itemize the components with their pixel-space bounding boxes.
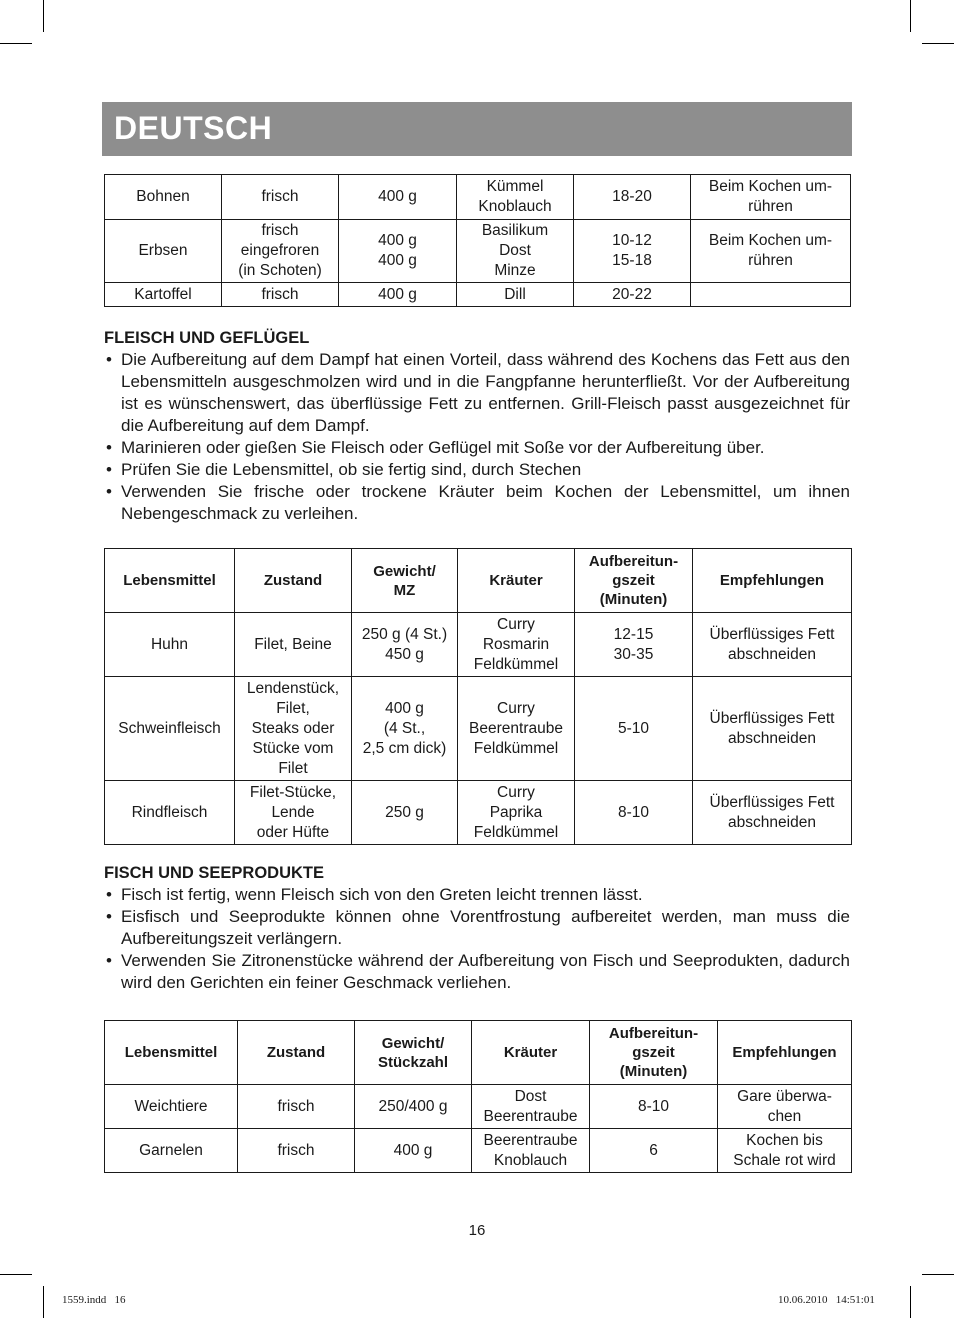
table-cell: 18-20: [574, 175, 691, 220]
table-cell: frisch: [238, 1085, 355, 1129]
list-item: • Fisch ist fertig, wenn Fleisch sich von den Greten leicht trennen lässt.: [106, 885, 643, 904]
column-header: Empfehlungen: [693, 549, 852, 613]
table-cell: 250/400 g: [355, 1085, 472, 1129]
column-header: Lebensmittel: [105, 1021, 238, 1085]
crop-mark: [43, 1286, 44, 1318]
table-cell: Filet-Stücke, Lende oder Hüfte: [235, 781, 352, 845]
print-slug-file: 1559.indd 16: [62, 1294, 126, 1306]
table-cell: 8-10: [575, 781, 693, 845]
table-row: [105, 781, 852, 845]
table-cell: Lendenstück, Filet, Steaks oder Stücke vom Filet: [235, 677, 352, 781]
table-header-row: [105, 549, 852, 613]
table-cell: Gare überwa- chen: [718, 1085, 852, 1129]
list-item: • Verwenden Sie frische oder trockene Kräuter beim Kochen der Lebensmittel, um ihnen Nebengeschmack zu verleihen.: [106, 482, 850, 523]
table-cell: frisch: [222, 175, 339, 220]
table-cell: 250 g (4 St.) 450 g: [352, 613, 458, 677]
list-item: • Marinieren oder gießen Sie Fleisch oder Geflügel mit Soße vor der Aufbereitung über.: [106, 438, 765, 457]
meat-cooking-table: [104, 548, 852, 845]
table-cell: Überflüssiges Fett abschneiden: [693, 677, 852, 781]
table-cell: Basilikum Dost Minze: [457, 220, 574, 283]
crop-mark: [922, 1274, 954, 1275]
table-row: [105, 677, 852, 781]
table-cell: 6: [590, 1129, 718, 1173]
crop-mark: [0, 1274, 32, 1275]
table-cell: Beerentraube Knoblauch: [472, 1129, 590, 1173]
table-cell: Kartoffel: [105, 283, 222, 307]
fish-section: [104, 862, 850, 994]
table-row: [105, 283, 851, 307]
table-row: [105, 220, 851, 283]
print-slug-date: 10.06.2010 14:51:01: [778, 1294, 875, 1306]
fish-cooking-table: [104, 1020, 852, 1173]
table-row: [105, 613, 852, 677]
list-item: • Verwenden Sie Zitronenstücke während der Aufbereitung von Fisch und Seeprodukten, dadurch wird den Gerichten ein feiner Geschmack verliehen.: [106, 951, 850, 992]
table-cell: frisch: [238, 1129, 355, 1173]
table-cell: Garnelen: [105, 1129, 238, 1173]
column-header: Gewicht/ MZ: [352, 549, 458, 613]
table-cell: 400 g 400 g: [339, 220, 457, 283]
table-cell: Schweinfleisch: [105, 677, 235, 781]
bullet-list: [104, 349, 850, 525]
column-header: Aufbereitun- gszeit (Minuten): [575, 549, 693, 613]
crop-mark: [922, 43, 954, 44]
table-cell: 5-10: [575, 677, 693, 781]
crop-mark: [0, 43, 32, 44]
column-header: Gewicht/ Stückzahl: [355, 1021, 472, 1085]
column-header: Zustand: [238, 1021, 355, 1085]
table-cell: 400 g: [355, 1129, 472, 1173]
table-row: [105, 1129, 852, 1173]
table-cell: Erbsen: [105, 220, 222, 283]
table-cell: 20-22: [574, 283, 691, 307]
table-cell: 400 g: [339, 175, 457, 220]
table-cell: Bohnen: [105, 175, 222, 220]
list-item: • Prüfen Sie die Lebensmittel, ob sie fertig sind, durch Stechen: [106, 460, 582, 479]
table-cell: Dost Beerentraube: [472, 1085, 590, 1129]
table-cell: Rindfleisch: [105, 781, 235, 845]
table-cell: 10-12 15-18: [574, 220, 691, 283]
table-cell: 250 g: [352, 781, 458, 845]
table-cell: Huhn: [105, 613, 235, 677]
table-cell: Beim Kochen um- rühren: [691, 220, 851, 283]
crop-mark: [43, 0, 44, 32]
language-header-bar: [102, 102, 852, 156]
table-row: [105, 175, 851, 220]
meat-section: [104, 327, 850, 525]
table-cell: Kochen bis Schale rot wird: [718, 1129, 852, 1173]
list-item: • Eisfisch und Seeprodukte können ohne Vorentfrostung aufbereitet werden, man muss die Aufbereitungszeit verlängern.: [106, 907, 850, 948]
table-row: [105, 1085, 852, 1129]
column-header: Kräuter: [472, 1021, 590, 1085]
section-heading: FISCH UND SEEPRODUKTE: [104, 864, 325, 882]
table-header-row: [105, 1021, 852, 1085]
table-cell: Curry Rosmarin Feldkümmel: [458, 613, 575, 677]
table-cell: Weichtiere: [105, 1085, 238, 1129]
table-cell: frisch eingefroren (in Schoten): [222, 220, 339, 283]
table-cell: 400 g: [339, 283, 457, 307]
table-cell: Überflüssiges Fett abschneiden: [693, 613, 852, 677]
table-cell: Beim Kochen um- rühren: [691, 175, 851, 220]
table-cell: 12-15 30-35: [575, 613, 693, 677]
table-cell: frisch: [222, 283, 339, 307]
crop-mark: [910, 1286, 911, 1318]
crop-mark: [910, 0, 911, 32]
table-cell: [691, 283, 851, 307]
column-header: Aufbereitun- gszeit (Minuten): [590, 1021, 718, 1085]
list-item: • Die Aufbereitung auf dem Dampf hat einen Vorteil, dass während des Kochens das Fett aus den Lebensmitteln ausgeschmolzen wird und in die Fangpfanne herunterfließt. Vor der Aufbereitung ist es wünschenswert, das überflüssige Fett zu entfernen. Grill-Fleisch passt ausgezeichnet für die Aufbereitung auf dem Dampf.: [106, 350, 850, 435]
table-cell: Filet, Beine: [235, 613, 352, 677]
column-header: Zustand: [235, 549, 352, 613]
table-cell: 8-10: [590, 1085, 718, 1129]
column-header: Kräuter: [458, 549, 575, 613]
table-cell: 400 g (4 St., 2,5 cm dick): [352, 677, 458, 781]
column-header: Empfehlungen: [718, 1021, 852, 1085]
table-cell: Überflüssiges Fett abschneiden: [693, 781, 852, 845]
bullet-list: [104, 884, 850, 994]
table-cell: Kümmel Knoblauch: [457, 175, 574, 220]
table-cell: Curry Beerentraube Feldkümmel: [458, 677, 575, 781]
table-cell: Curry Paprika Feldkümmel: [458, 781, 575, 845]
section-heading: FLEISCH UND GEFLÜGEL: [104, 329, 310, 347]
page-title: DEUTSCH: [114, 110, 273, 146]
vegetable-cooking-table: [104, 174, 851, 307]
column-header: Lebensmittel: [105, 549, 235, 613]
page-number: 16: [468, 1222, 486, 1239]
table-cell: Dill: [457, 283, 574, 307]
